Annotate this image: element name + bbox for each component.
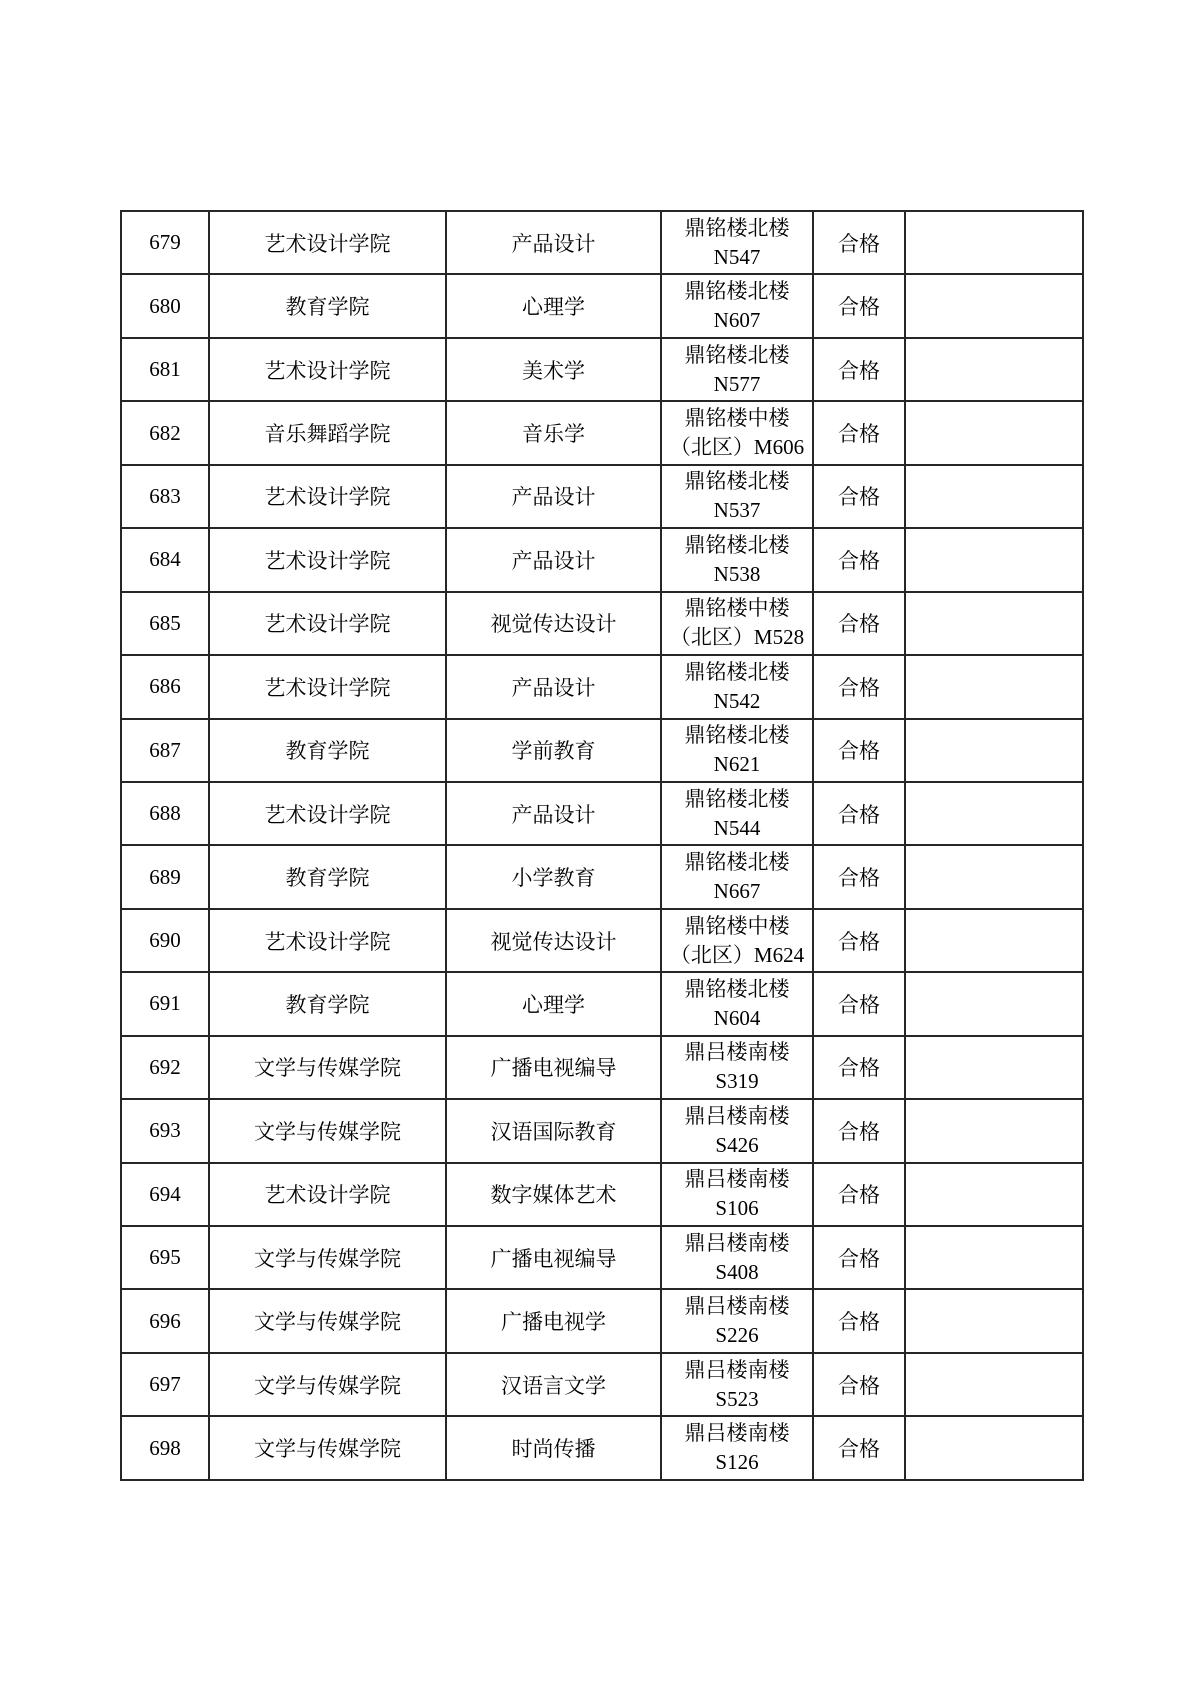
- location-room: N667: [713, 879, 761, 904]
- location-room: （北区）M528: [669, 625, 805, 650]
- table-body: [121, 211, 1083, 1480]
- table-row: [121, 719, 1083, 782]
- location-building: 鼎吕楼南楼: [684, 1167, 790, 1192]
- location-cell: [661, 401, 813, 464]
- location-cell: [661, 1353, 813, 1416]
- location-room: N604: [713, 1005, 761, 1030]
- college-cell: 艺术设计学院: [209, 465, 446, 528]
- location-building: 鼎吕楼南楼: [684, 1040, 790, 1065]
- location-room: N538: [713, 561, 761, 586]
- location-building: 鼎铭楼北楼: [684, 279, 790, 304]
- notes-cell: [905, 211, 1083, 274]
- row-number-cell: 684: [121, 528, 209, 591]
- row-number-cell: 679: [121, 211, 209, 274]
- table-row: [121, 1226, 1083, 1289]
- table-row: [121, 655, 1083, 718]
- result-cell: 合格: [813, 972, 905, 1035]
- result-cell: 合格: [813, 1226, 905, 1289]
- location-room: N607: [713, 308, 761, 333]
- location-building: 鼎铭楼中楼: [684, 913, 790, 938]
- major-cell: 产品设计: [446, 655, 661, 718]
- location-room: N577: [713, 371, 761, 396]
- table-row: [121, 1163, 1083, 1226]
- location-building: 鼎铭楼北楼: [684, 659, 790, 684]
- location-cell: [661, 465, 813, 528]
- college-cell: 艺术设计学院: [209, 338, 446, 401]
- location-room: S523: [715, 1386, 759, 1411]
- row-number-cell: 691: [121, 972, 209, 1035]
- result-cell: 合格: [813, 909, 905, 972]
- result-cell: 合格: [813, 1353, 905, 1416]
- location-cell: [661, 592, 813, 655]
- college-cell: 文学与传媒学院: [209, 1416, 446, 1479]
- notes-cell: [905, 845, 1083, 908]
- location-cell: [661, 845, 813, 908]
- location-building: 鼎吕楼南楼: [684, 1230, 790, 1255]
- notes-cell: [905, 719, 1083, 782]
- major-cell: 时尚传播: [446, 1416, 661, 1479]
- table-row: [121, 274, 1083, 337]
- college-cell: 教育学院: [209, 972, 446, 1035]
- major-cell: 心理学: [446, 274, 661, 337]
- row-number-cell: 689: [121, 845, 209, 908]
- result-cell: 合格: [813, 465, 905, 528]
- college-cell: 艺术设计学院: [209, 1163, 446, 1226]
- location-cell: [661, 274, 813, 337]
- college-cell: 文学与传媒学院: [209, 1099, 446, 1162]
- college-cell: 艺术设计学院: [209, 909, 446, 972]
- table-row: [121, 972, 1083, 1035]
- location-cell: [661, 1226, 813, 1289]
- result-cell: 合格: [813, 782, 905, 845]
- notes-cell: [905, 401, 1083, 464]
- table-row: [121, 1416, 1083, 1479]
- location-room: N544: [713, 815, 761, 840]
- location-room: S408: [715, 1259, 759, 1284]
- result-cell: 合格: [813, 592, 905, 655]
- table-row: [121, 592, 1083, 655]
- row-number-cell: 694: [121, 1163, 209, 1226]
- major-cell: 视觉传达设计: [446, 592, 661, 655]
- notes-cell: [905, 972, 1083, 1035]
- notes-cell: [905, 1099, 1083, 1162]
- location-cell: [661, 909, 813, 972]
- row-number-cell: 693: [121, 1099, 209, 1162]
- result-cell: 合格: [813, 528, 905, 591]
- row-number-cell: 688: [121, 782, 209, 845]
- location-room: （北区）M624: [669, 942, 805, 967]
- major-cell: 产品设计: [446, 528, 661, 591]
- result-cell: 合格: [813, 1099, 905, 1162]
- notes-cell: [905, 1226, 1083, 1289]
- location-building: 鼎铭楼中楼: [684, 406, 790, 431]
- location-room: S106: [715, 1196, 759, 1221]
- location-room: S226: [715, 1323, 759, 1348]
- location-building: 鼎铭楼北楼: [684, 850, 790, 875]
- row-number-cell: 683: [121, 465, 209, 528]
- notes-cell: [905, 274, 1083, 337]
- result-cell: 合格: [813, 274, 905, 337]
- row-number-cell: 681: [121, 338, 209, 401]
- location-room: （北区）M606: [669, 435, 805, 460]
- location-room: S426: [715, 1132, 759, 1157]
- table-row: [121, 1289, 1083, 1352]
- location-building: 鼎吕楼南楼: [684, 1357, 790, 1382]
- location-building: 鼎铭楼北楼: [684, 532, 790, 557]
- location-cell: [661, 338, 813, 401]
- notes-cell: [905, 909, 1083, 972]
- location-cell: [661, 782, 813, 845]
- major-cell: 学前教育: [446, 719, 661, 782]
- location-building: 鼎铭楼北楼: [684, 976, 790, 1001]
- college-cell: 文学与传媒学院: [209, 1226, 446, 1289]
- row-number-cell: 686: [121, 655, 209, 718]
- result-cell: 合格: [813, 1036, 905, 1099]
- result-cell: 合格: [813, 1163, 905, 1226]
- notes-cell: [905, 655, 1083, 718]
- notes-cell: [905, 1163, 1083, 1226]
- row-number-cell: 695: [121, 1226, 209, 1289]
- college-cell: 文学与传媒学院: [209, 1353, 446, 1416]
- notes-cell: [905, 1353, 1083, 1416]
- location-building: 鼎铭楼北楼: [684, 786, 790, 811]
- table-row: [121, 1099, 1083, 1162]
- college-cell: 教育学院: [209, 845, 446, 908]
- row-number-cell: 696: [121, 1289, 209, 1352]
- notes-cell: [905, 465, 1083, 528]
- location-building: 鼎铭楼中楼: [684, 596, 790, 621]
- major-cell: 广播电视编导: [446, 1036, 661, 1099]
- notes-cell: [905, 1036, 1083, 1099]
- college-cell: 艺术设计学院: [209, 655, 446, 718]
- major-cell: 音乐学: [446, 401, 661, 464]
- college-cell: 文学与传媒学院: [209, 1036, 446, 1099]
- result-cell: 合格: [813, 1289, 905, 1352]
- notes-cell: [905, 338, 1083, 401]
- notes-cell: [905, 528, 1083, 591]
- major-cell: 美术学: [446, 338, 661, 401]
- location-room: N542: [713, 688, 761, 713]
- location-cell: [661, 1289, 813, 1352]
- major-cell: 广播电视学: [446, 1289, 661, 1352]
- major-cell: 产品设计: [446, 782, 661, 845]
- location-room: N547: [713, 244, 761, 269]
- row-number-cell: 682: [121, 401, 209, 464]
- location-building: 鼎铭楼北楼: [684, 723, 790, 748]
- college-cell: 艺术设计学院: [209, 782, 446, 845]
- location-cell: [661, 1163, 813, 1226]
- major-cell: 广播电视编导: [446, 1226, 661, 1289]
- exam-qualification-table: [120, 210, 1084, 1481]
- location-room: S126: [715, 1450, 759, 1475]
- notes-cell: [905, 592, 1083, 655]
- location-building: 鼎吕楼南楼: [684, 1294, 790, 1319]
- table-row: [121, 401, 1083, 464]
- location-cell: [661, 655, 813, 718]
- major-cell: 视觉传达设计: [446, 909, 661, 972]
- college-cell: 艺术设计学院: [209, 211, 446, 274]
- result-cell: 合格: [813, 845, 905, 908]
- table-row: [121, 211, 1083, 274]
- row-number-cell: 687: [121, 719, 209, 782]
- college-cell: 艺术设计学院: [209, 592, 446, 655]
- result-cell: 合格: [813, 655, 905, 718]
- major-cell: 产品设计: [446, 211, 661, 274]
- result-cell: 合格: [813, 401, 905, 464]
- location-cell: [661, 528, 813, 591]
- row-number-cell: 680: [121, 274, 209, 337]
- table-row: [121, 845, 1083, 908]
- major-cell: 数字媒体艺术: [446, 1163, 661, 1226]
- row-number-cell: 692: [121, 1036, 209, 1099]
- location-room: N621: [713, 752, 761, 777]
- table-row: [121, 1036, 1083, 1099]
- row-number-cell: 698: [121, 1416, 209, 1479]
- location-cell: [661, 1036, 813, 1099]
- major-cell: 心理学: [446, 972, 661, 1035]
- result-cell: 合格: [813, 211, 905, 274]
- college-cell: 音乐舞蹈学院: [209, 401, 446, 464]
- row-number-cell: 685: [121, 592, 209, 655]
- major-cell: 小学教育: [446, 845, 661, 908]
- location-building: 鼎吕楼南楼: [684, 1103, 790, 1128]
- major-cell: 汉语言文学: [446, 1353, 661, 1416]
- location-room: N537: [713, 498, 761, 523]
- notes-cell: [905, 1416, 1083, 1479]
- college-cell: 艺术设计学院: [209, 528, 446, 591]
- college-cell: 教育学院: [209, 719, 446, 782]
- location-cell: [661, 719, 813, 782]
- table-row: [121, 909, 1083, 972]
- college-cell: 文学与传媒学院: [209, 1289, 446, 1352]
- table-row: [121, 1353, 1083, 1416]
- table-row: [121, 782, 1083, 845]
- location-building: 鼎铭楼北楼: [684, 469, 790, 494]
- row-number-cell: 690: [121, 909, 209, 972]
- major-cell: 汉语国际教育: [446, 1099, 661, 1162]
- notes-cell: [905, 1289, 1083, 1352]
- location-cell: [661, 211, 813, 274]
- college-cell: 教育学院: [209, 274, 446, 337]
- location-cell: [661, 1099, 813, 1162]
- location-cell: [661, 1416, 813, 1479]
- location-building: 鼎铭楼北楼: [684, 215, 790, 240]
- location-building: 鼎吕楼南楼: [684, 1421, 790, 1446]
- row-number-cell: 697: [121, 1353, 209, 1416]
- table-row: [121, 465, 1083, 528]
- notes-cell: [905, 782, 1083, 845]
- result-cell: 合格: [813, 719, 905, 782]
- location-room: S319: [715, 1069, 759, 1094]
- major-cell: 产品设计: [446, 465, 661, 528]
- table-row: [121, 528, 1083, 591]
- table-row: [121, 338, 1083, 401]
- location-cell: [661, 972, 813, 1035]
- result-cell: 合格: [813, 1416, 905, 1479]
- location-building: 鼎铭楼北楼: [684, 342, 790, 367]
- result-cell: 合格: [813, 338, 905, 401]
